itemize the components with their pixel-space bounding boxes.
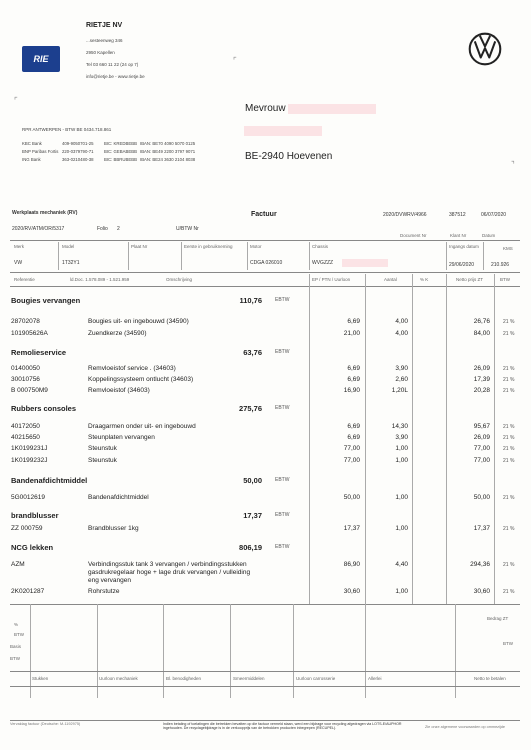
line-ep: 77,00 [343, 457, 360, 464]
summary-btw2-label: BTW [10, 656, 20, 661]
line-net: 77,00 [473, 445, 490, 452]
section-title: brandblusser [11, 511, 59, 520]
line-qty: 2,60 [395, 376, 408, 383]
redacted-name [288, 104, 376, 114]
line-btw: 21 % [503, 319, 515, 325]
table-row [0, 387, 531, 396]
line-net: 20,28 [473, 387, 490, 394]
section-title: Bougies vervangen [11, 296, 81, 305]
col-id-doc: ld.Doc. 1.578.089 - 1.521.959 [70, 277, 130, 282]
line-net: 17,39 [473, 376, 490, 383]
line-ref: 101905626A [11, 330, 48, 337]
line-ref: AZM [11, 561, 25, 568]
folio-label: Folio [97, 226, 108, 232]
doc-code: 2020/DVWRV/4966 [383, 212, 427, 218]
table-row [0, 318, 531, 327]
line-ref: 5G0012619 [11, 494, 45, 501]
line-desc: Rohrstutze [88, 588, 120, 595]
model-label: Model [62, 244, 75, 249]
line-qty: 3,90 [395, 365, 408, 372]
section-header [0, 348, 531, 357]
line-ep: 77,00 [343, 445, 360, 452]
footer-col-label: Stukken [32, 676, 49, 681]
corner-mark: ⌝ [511, 160, 515, 169]
section-tag: EBTW [275, 477, 290, 483]
department: Werkplaats mechaniek (RV) [12, 210, 78, 216]
summary-btw-label: BTW [14, 632, 24, 637]
section-total: 17,37 [243, 511, 262, 520]
line-qty: 1,00 [395, 457, 408, 464]
line-ep: 6,69 [347, 423, 360, 430]
footer-col-label: Smeermiddelen [233, 676, 265, 681]
line-desc: Steunplaten vervangen [88, 434, 155, 441]
line-btw: 21 % [503, 526, 515, 532]
table-row [0, 561, 531, 584]
line-btw: 21 % [503, 435, 515, 441]
corner-mark: ⌜ [14, 96, 18, 105]
col-netto: Netto prijs ZT [456, 277, 484, 282]
line-qty: 4,40 [395, 561, 408, 568]
line-btw: 21 % [503, 446, 515, 452]
line-qty: 14,30 [391, 423, 408, 430]
bedrag-zt-label: Bedrag ZT [487, 616, 509, 621]
col-ep: EP / PTN / Uurloon [312, 277, 351, 282]
bottom-note-mid: Indien betaling of toelatingen die betrekken bevatten op die factuur vermeld staan, werd een bijdrage voor recycling afgedragen via LOTS-E/AUPHOR ingehouden. De recyclagebijdrage is in de verkoopprijs van de betrokken producten inbegrepen (RECUPEL). [163, 722, 402, 731]
summary-basis-label: Basis [10, 644, 22, 649]
model-value: 1T32Y1 [62, 260, 80, 266]
section-header [0, 404, 531, 413]
line-qty: 1,00 [395, 525, 408, 532]
line-desc: Zuendkerze (34590) [88, 330, 147, 337]
line-btw: 21 % [503, 589, 515, 595]
divider [10, 671, 520, 672]
doc-number: 387512 [449, 212, 466, 218]
line-net: 294,36 [470, 561, 490, 568]
customer-city: BE-2940 Hoevenen [245, 151, 333, 162]
line-ref: 1K0199231J [11, 445, 48, 452]
line-ep: 6,69 [347, 434, 360, 441]
motor-label: Motor [250, 244, 262, 249]
bank-row: ING Bank 363-0210480-38 BIC: BBRUBEBB IBAN: BE24 3630 2104 8038 [22, 157, 196, 162]
section-total: 275,76 [239, 404, 262, 413]
line-desc: Steunstuk [88, 457, 117, 464]
line-desc: Verbindingsstuk tank 3 vervangen / verbindingsstukken [88, 561, 247, 568]
table-row [0, 434, 531, 443]
table-row [0, 376, 531, 385]
section-total: 110,76 [239, 296, 262, 305]
datum-label: Datum [482, 233, 496, 238]
divider [10, 286, 520, 287]
bank-list [22, 140, 195, 164]
chassis-label: Chassis [312, 244, 329, 249]
line-desc: Brandblusser 1kg [88, 525, 139, 532]
col-korting: % K [420, 277, 429, 282]
ingang-value: 29/06/2020 [449, 262, 475, 268]
folio-value: 2 [117, 226, 120, 232]
section-header [0, 296, 531, 305]
line-desc: Steunstuk [88, 445, 117, 452]
line-ref: 1K0199232J [11, 457, 48, 464]
table-row [0, 445, 531, 454]
customer-salutation: Mevrouw [245, 103, 286, 114]
line-ref: 28702078 [11, 318, 40, 325]
doc-title: Factuur [251, 211, 277, 218]
line-btw: 21 % [503, 388, 515, 394]
line-desc: Bougies uit- en ingebouwd (34590) [88, 318, 189, 325]
line-net: 95,67 [473, 423, 490, 430]
bottom-note-left: Vervaldag factuur (Deutsche: M-1192975) [10, 722, 81, 726]
table-row [0, 457, 531, 466]
order-ref: 2020/RV/ATM/OR/5317 [12, 226, 65, 232]
bottom-note-right: Zie onze algemene voorwaarden op ommezijde [425, 725, 505, 729]
section-tag: EBTW [275, 544, 290, 550]
redacted-street [244, 126, 322, 136]
bank-row: KBC Bank 409-9050701-25 BIC: KREDBEBB IBAN: BE70 4090 5070 0125 [22, 141, 196, 146]
corner-mark: ⌜ [233, 56, 237, 65]
section-tag: EBTW [275, 297, 290, 303]
chassis-value: WVGZZZ [312, 260, 334, 266]
klant-label: Klant Nr [450, 233, 467, 238]
section-tag: EBTW [275, 405, 290, 411]
line-ep: 30,60 [343, 588, 360, 595]
table-row [0, 525, 531, 534]
line-qty: 4,00 [395, 318, 408, 325]
line-qty: 1,00 [395, 494, 408, 501]
section-total: 806,19 [239, 543, 262, 552]
btw-nr-label: U/BTW Nr [176, 226, 199, 232]
table-row [0, 423, 531, 432]
eerste-label: Eerste in gebruikneming [184, 244, 233, 249]
line-btw: 21 % [503, 495, 515, 501]
merk-label: Merk [14, 244, 24, 249]
line-btw: 21 % [503, 366, 515, 372]
line-ep: 17,37 [343, 525, 360, 532]
footer-col-label: Netto te betalen [474, 676, 506, 681]
line-ep: 6,69 [347, 318, 360, 325]
table-row [0, 330, 531, 339]
line-desc: Draagarmen onder uit- en ingebouwd [88, 423, 196, 430]
line-ref: ZZ 000759 [11, 525, 43, 532]
line-ep: 6,69 [347, 365, 360, 372]
line-ep: 16,90 [343, 387, 360, 394]
line-ref: B 000750M9 [11, 387, 48, 394]
merk-value: VW [14, 260, 23, 266]
table-row [0, 365, 531, 374]
line-net: 50,00 [473, 494, 490, 501]
line-net: 77,00 [473, 457, 490, 464]
section-header [0, 543, 531, 552]
line-net: 26,09 [473, 365, 490, 372]
line-ep: 6,69 [347, 376, 360, 383]
line-ep: 86,90 [343, 561, 360, 568]
plaat-label: Plaat Nr [131, 244, 148, 249]
btw-right-label: BTW [503, 641, 513, 646]
footer-col-label: Allerlei [368, 676, 382, 681]
doc-date: 06/07/2020 [481, 212, 507, 218]
section-tag: EBTW [275, 512, 290, 518]
motor-value: CDGA 026010 [250, 260, 283, 266]
col-btw: BTW [500, 277, 510, 282]
line-desc: Remvloeistof service . (34603) [88, 365, 176, 372]
section-header [0, 476, 531, 485]
section-title: Rubbers consoles [11, 404, 77, 413]
line-ref: 2K0201287 [11, 588, 45, 595]
line-ep: 50,00 [343, 494, 360, 501]
col-omschrijving: Omschrijving [166, 277, 193, 282]
vw-logo-icon [468, 32, 502, 66]
line-desc: eng vervangen [88, 577, 132, 584]
divider [10, 720, 520, 721]
redacted-chassis [342, 259, 388, 267]
divider [10, 240, 520, 241]
summary-pct-label: % [14, 622, 19, 627]
line-desc: Bandenafdichtmiddel [88, 494, 149, 501]
table-row [0, 588, 531, 597]
line-ref: 30010756 [11, 376, 40, 383]
line-qty: 3,90 [395, 434, 408, 441]
line-desc: Koppelingssysteem ontlucht (34603) [88, 376, 194, 383]
footer-col-label: Bl. benodigheden [166, 676, 202, 681]
line-btw: 21 % [503, 424, 515, 430]
line-ref: 40215650 [11, 434, 40, 441]
docnr-label: Document Nr [400, 233, 427, 238]
line-ref: 40172050 [11, 423, 40, 430]
ingang-label: Ingangs datum [449, 244, 479, 249]
line-net: 30,60 [473, 588, 490, 595]
line-qty: 4,00 [395, 330, 408, 337]
bank-row: BNP Paribas Fortis 220-0379790-71 BIC: GEBABEBB IBAN: BE49 2200 3797 9071 [22, 149, 196, 154]
section-total: 50,00 [243, 476, 262, 485]
company-logo: RIE [22, 46, 60, 72]
kms-value: 210.926 [491, 262, 510, 268]
line-net: 84,00 [473, 330, 490, 337]
col-aantal: Aantal [384, 277, 397, 282]
divider [10, 272, 520, 273]
col-ref: Referentie [14, 277, 35, 282]
section-tag: EBTW [275, 349, 290, 355]
line-desc: gasdrukregelaar hoge + lage druk vervangen / vulleiding [88, 569, 251, 576]
line-btw: 21 % [503, 562, 515, 568]
company-rpr: RPR ANTWERPEN - BTW BE 0434.718.861 [22, 127, 112, 132]
line-net: 26,76 [473, 318, 490, 325]
line-desc: Remvloeistof (34603) [88, 387, 150, 394]
table-row [0, 494, 531, 503]
line-qty: 1,20L [391, 387, 408, 394]
section-header [0, 511, 531, 520]
line-net: 26,09 [473, 434, 490, 441]
kms-label: KMS [503, 246, 513, 251]
company-name: RIETJE NV [86, 22, 123, 29]
line-net: 17,37 [473, 525, 490, 532]
section-title: Remolieservice [11, 348, 67, 357]
line-qty: 1,00 [395, 445, 408, 452]
company-info: ...sesteenweg 346 2950 Kapellen Tel 03 660 11 22 (24 op 7) info@rietje.be - www.rietje.be [86, 38, 145, 79]
line-ref: 01400050 [11, 365, 40, 372]
line-ep: 21,00 [343, 330, 360, 337]
section-total: 63,76 [243, 348, 262, 357]
line-btw: 21 % [503, 458, 515, 464]
line-qty: 1,00 [395, 588, 408, 595]
line-btw: 21 % [503, 331, 515, 337]
section-title: NCG lekken [11, 543, 54, 552]
footer-col-label: Uurloon mechaniek [99, 676, 138, 681]
line-btw: 21 % [503, 377, 515, 383]
divider [10, 686, 520, 687]
section-title: Bandenafdichtmiddel [11, 476, 88, 485]
divider [10, 604, 520, 605]
footer-col-label: Uurloon carrosserie [296, 676, 336, 681]
